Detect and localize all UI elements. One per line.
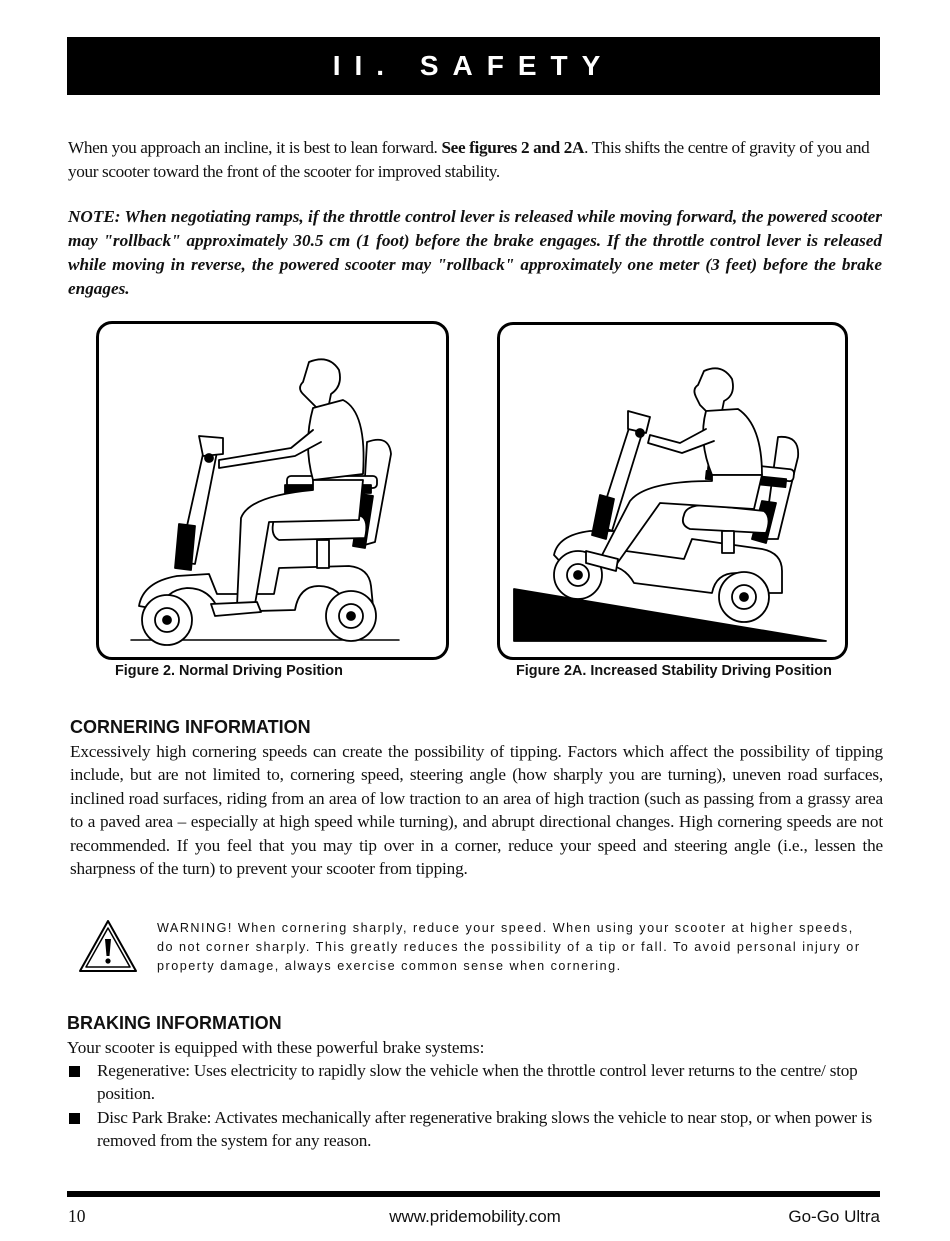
braking-heading: BRAKING INFORMATION xyxy=(67,1013,282,1033)
figure-2-normal-driving xyxy=(96,321,449,660)
cornering-heading: CORNERING INFORMATION xyxy=(70,717,311,737)
scooter-rider-upright-illustration xyxy=(99,324,446,657)
intro-text-after: . This shifts the centre of gravity of you and your scooter toward the front of the scooter for improved stability. xyxy=(68,138,870,181)
bullet-square-icon xyxy=(69,1066,80,1077)
footer-rule xyxy=(67,1191,880,1197)
footer-website-link[interactable]: www.pridemobility.com xyxy=(389,1207,561,1226)
brake-item-disc-park: Disc Park Brake: Activates mechanically after regenerative braking slows the vehicle to near stop, or when power is removed from the system for any reason. xyxy=(97,1108,872,1151)
brake-item-regenerative: Regenerative: Uses electricity to rapidly slow the vehicle when the throttle control lever returns to the centre/ stop position. xyxy=(97,1061,858,1104)
footer-model-name: Go-Go Ultra xyxy=(788,1207,880,1226)
page-number: 10 xyxy=(68,1206,86,1226)
cornering-paragraph: Excessively high cornering speeds can create the possibility of tipping. Factors which affect the possibility of tipping include, but are not limited to, cornering speed, steering angle (how sharply you are turning), uneven road surfaces, inclined road surfaces, riding from an area of low traction to an area of high traction (such as passing from a grassy area to a paved area – especially at high speed while turning), and abrupt directional changes. High cornering speeds are not recommended. If you feel that you may tip over in a corner, reduce your speed and steering angle (i.e., lessen the sharpness of the turn) to prevent your scooter from tipping. xyxy=(70,742,883,879)
section-header-bar xyxy=(67,37,880,95)
cornering-warning-text: WARNING! When cornering sharply, reduce your speed. When using your scooter at higher speeds, do not corner sharply. This greatly reduces the possibility of a tip or fall. To avoid personal injury or property damage, always exercise common sense when cornering. xyxy=(157,921,861,973)
figure-2a-increased-stability xyxy=(497,322,848,660)
figure-reference: See figures 2 and 2A xyxy=(441,138,585,157)
figure-2a-caption: Figure 2A. Increased Stability Driving Position xyxy=(516,663,832,679)
intro-text-before: When you approach an incline, it is best to lean forward. xyxy=(68,138,442,157)
warning-triangle-icon xyxy=(78,919,138,974)
section-title: II. SAFETY xyxy=(332,50,615,81)
figure-2-caption: Figure 2. Normal Driving Position xyxy=(115,663,343,679)
scooter-rider-leaning-on-ramp-illustration xyxy=(500,325,845,657)
braking-intro: Your scooter is equipped with these powerful brake systems: xyxy=(67,1038,485,1057)
intro-paragraph xyxy=(68,136,882,184)
rollback-note: NOTE: When negotiating ramps, if the throttle control lever is released while moving forward, the powered scooter may "rollback" approximately 30.5 cm (1 foot) before the brake engages. If the throttle control lever is released while moving in reverse, the powered scooter may "rollback" approximately one meter (3 feet) before the brake engages. xyxy=(68,207,882,298)
bullet-square-icon xyxy=(69,1113,80,1124)
